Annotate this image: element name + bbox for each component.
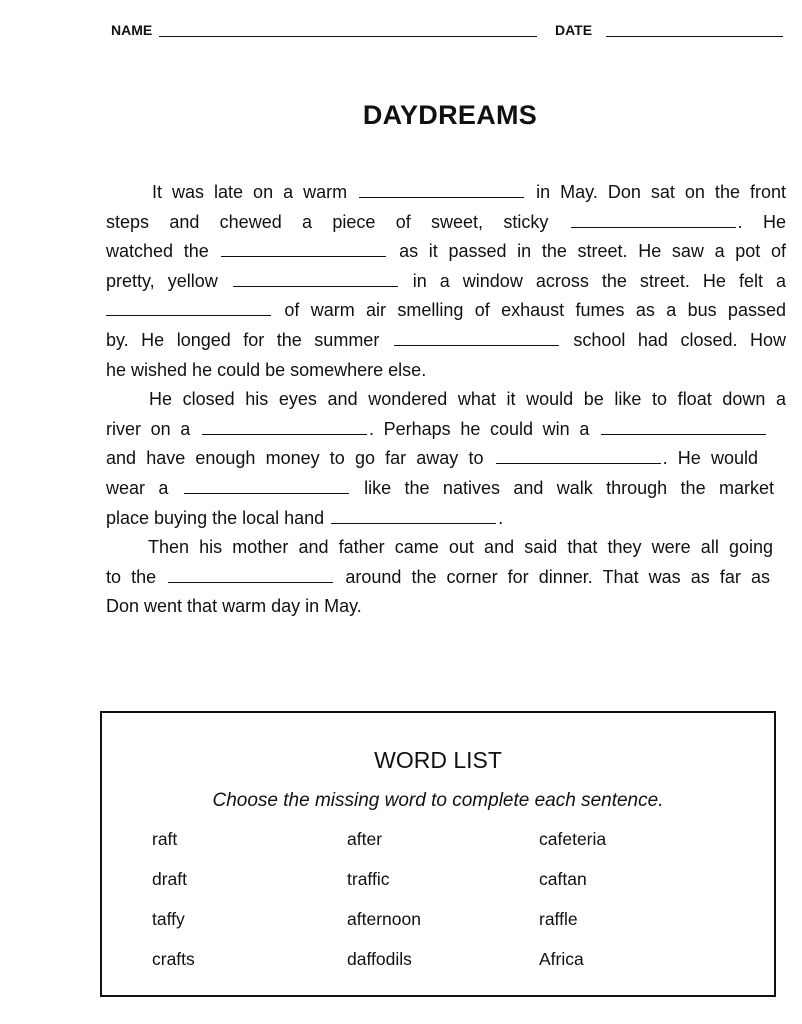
word-option: raffle [539, 909, 578, 929]
story-text: in May. Don sat on the front [536, 182, 786, 202]
answer-blank[interactable] [221, 255, 386, 257]
word-list-box [100, 711, 776, 997]
story-line [106, 237, 786, 267]
story-text: . He would [662, 448, 758, 469]
story-text: and have enough money to go far away to [106, 448, 484, 469]
story-text: in a window across the street. He felt a [412, 270, 786, 291]
word-list-grid [152, 829, 712, 989]
word-option: afternoon [347, 909, 421, 929]
word-option: cafeteria [539, 829, 607, 849]
story-line [106, 504, 786, 534]
story-line [106, 444, 758, 474]
story-text: watched the [106, 241, 209, 262]
answer-blank[interactable] [394, 344, 559, 346]
story-text: He closed his eyes and wondered what it would be like to float down a [149, 389, 786, 410]
story-text: wear a [106, 477, 169, 498]
answer-blank[interactable] [202, 433, 367, 435]
word-option: raft [152, 829, 178, 849]
word-row [152, 949, 712, 989]
word-option: traffic [347, 869, 390, 889]
story-text: around the corner for dinner. That was as far as [345, 566, 770, 587]
word-option: taffy [152, 909, 185, 929]
story-line [106, 592, 786, 622]
word-row [152, 909, 712, 949]
name-label: NAME [111, 22, 153, 38]
answer-blank[interactable] [331, 522, 496, 524]
name-field-line[interactable] [159, 36, 537, 37]
story-text: to the [106, 566, 157, 587]
story-line [106, 178, 786, 208]
word-option: Africa [539, 949, 584, 969]
story-line [106, 326, 786, 356]
word-row [152, 869, 712, 909]
story-line [106, 563, 770, 593]
story-line [106, 267, 786, 297]
answer-blank[interactable] [184, 492, 349, 494]
story-text: steps and chewed a piece of sweet, sticky [106, 211, 549, 232]
story-text: Don went that warm day in May. [106, 596, 362, 617]
story-line [106, 296, 786, 326]
story-text: as it passed in the street. He saw a pot of [399, 241, 786, 262]
story-line [106, 356, 786, 386]
word-list-title: WORD LIST [374, 747, 502, 773]
word-row [152, 829, 712, 869]
story-line [106, 385, 786, 415]
story-text: . He [737, 211, 786, 232]
answer-blank[interactable] [496, 462, 661, 464]
story-text: school had closed. How [573, 329, 786, 350]
answer-blank[interactable] [233, 285, 398, 287]
word-list-instruction: Choose the missing word to complete each sentence. [212, 790, 664, 811]
word-option: caftan [539, 869, 587, 889]
header [111, 20, 783, 40]
answer-blank[interactable] [601, 433, 766, 435]
date-field-line[interactable] [606, 36, 783, 37]
story-text: he wished he could be somewhere else. [106, 359, 427, 380]
answer-blank[interactable] [359, 196, 524, 198]
story-line [106, 474, 774, 504]
story-text: Then his mother and father came out and said that they were all going [148, 537, 773, 558]
story-text: river on a [106, 418, 191, 439]
answer-blank[interactable] [168, 581, 333, 583]
word-option: after [347, 829, 383, 849]
story-line [106, 208, 786, 238]
story-line [106, 533, 773, 563]
story-text: by. He longed for the summer [106, 329, 380, 350]
story-text: . Perhaps he could win a [368, 418, 590, 439]
word-option: crafts [152, 949, 195, 969]
word-option: daffodils [347, 949, 412, 969]
answer-blank[interactable] [571, 226, 736, 228]
word-option: draft [152, 869, 188, 889]
date-label: DATE [555, 22, 593, 38]
story-text: place buying the local hand [106, 507, 325, 528]
story-text: It was late on a warm [152, 182, 348, 202]
story-line [106, 415, 768, 445]
page-title: DAYDREAMS [362, 100, 538, 130]
story-text: like the natives and walk through the market [364, 477, 774, 498]
story-text: pretty, yellow [106, 270, 218, 291]
story-text: . [498, 507, 504, 528]
story-passage [106, 178, 786, 622]
answer-blank[interactable] [106, 314, 271, 316]
story-text: of warm air smelling of exhaust fumes as a bus passed [284, 300, 786, 321]
